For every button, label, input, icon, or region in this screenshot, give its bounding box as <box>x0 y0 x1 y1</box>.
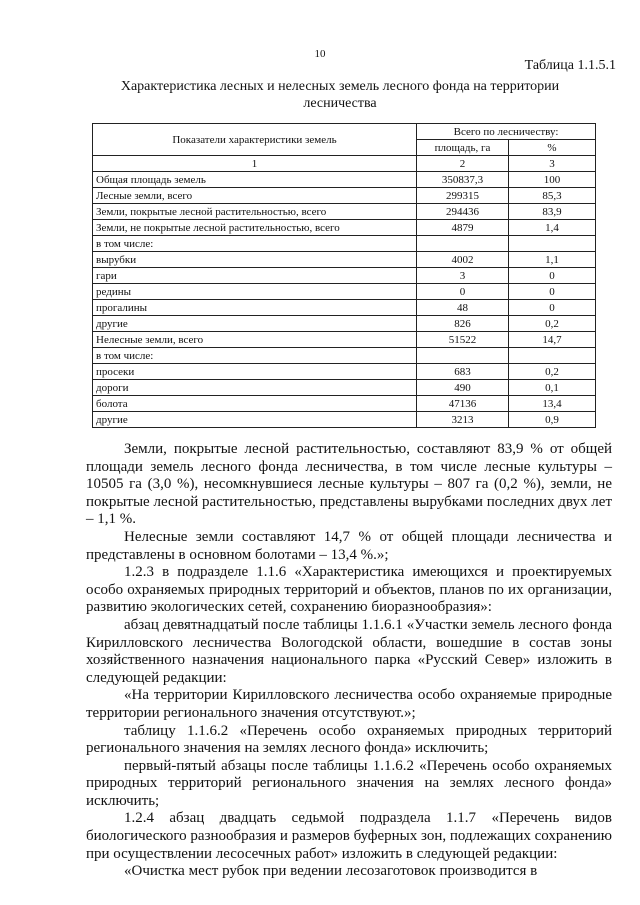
paragraph: «Очистка мест рубок при ведении лесозаготовок производится в <box>124 863 538 880</box>
row-area: 299315 <box>417 188 509 204</box>
row-label: прогалины <box>93 300 417 316</box>
row-percent: 85,3 <box>509 188 596 204</box>
paragraph: таблицу 1.1.6.2 «Перечень особо охраняемых природных территорий регионального значения на землях лесного фонда» исключить; <box>86 722 612 757</box>
row-label: Земли, покрытые лесной растительностью, всего <box>93 204 417 220</box>
body-text <box>86 441 612 881</box>
row-label: Нелесные земли, всего <box>93 332 417 348</box>
table-row <box>93 332 596 348</box>
row-percent: 1,4 <box>509 220 596 236</box>
row-label: другие <box>93 316 417 332</box>
row-label: болота <box>93 396 417 412</box>
table-row <box>93 300 596 316</box>
table-row <box>93 380 596 396</box>
table-row <box>93 412 596 428</box>
row-label: просеки <box>93 364 417 380</box>
paragraph: 1.2.3 в подразделе 1.1.6 «Характеристика имеющихся и проектируемых особо охраняемых природных территорий и объектов, планов по их организации, развитию экологических сетей, сохранению биоразнообразия»: <box>86 564 612 616</box>
paragraph: абзац девятнадцатый после таблицы 1.1.6.1 «Участки земель лесного фонда Кирилловского лесничества Вологодской области, вошедшие в состав зоны хозяйственного назначения национального парка «Русский Север» изложить в следующей редакции: <box>86 616 612 686</box>
row-area: 48 <box>417 300 509 316</box>
row-percent: 0 <box>509 284 596 300</box>
table-title: Характеристика лесных и нелесных земель лесного фонда на территории лесничества <box>120 79 560 111</box>
table-row <box>93 236 596 252</box>
row-area: 3 <box>417 268 509 284</box>
table-row <box>93 316 596 332</box>
row-percent: 0,9 <box>509 412 596 428</box>
row-label: вырубки <box>93 252 417 268</box>
row-area: 3213 <box>417 412 509 428</box>
column-number: 2 <box>417 156 509 172</box>
table-row <box>93 348 596 364</box>
row-label: редины <box>93 284 417 300</box>
row-area: 683 <box>417 364 509 380</box>
paragraph: «На территории Кирилловского лесничества особо охраняемые природные территории регионального значения отсутствуют.»; <box>86 687 612 721</box>
paragraph: Земли, покрытые лесной растительностью, составляют 83,9 % от общей площади земель лесного фонда лесничества, в том числе лесные культуры – 10505 га (3,0 %), несомкнувшиеся лесные культуры – 807 га (0,2 %), земли, не покрытые лесной растительностью, представлены вырубками последних двух лет – 1,1 %. <box>86 441 612 528</box>
row-area: 4879 <box>417 220 509 236</box>
land-characteristics-table <box>92 123 596 428</box>
row-percent <box>509 348 596 364</box>
row-label: гари <box>93 268 417 284</box>
row-percent: 0,2 <box>509 316 596 332</box>
table-row <box>93 204 596 220</box>
row-label: Общая площадь земель <box>93 172 417 188</box>
row-percent <box>509 236 596 252</box>
row-area: 51522 <box>417 332 509 348</box>
row-area: 490 <box>417 380 509 396</box>
page-number: 10 <box>314 48 326 60</box>
paragraph: 1.2.4 абзац двадцать седьмой подраздела 1.1.7 «Перечень видов биологического разнообразия и размеров буферных зон, подлежащих сохранению при осуществлении лесосечных работ» изложить в следующей редакции: <box>86 810 612 862</box>
table-row <box>93 284 596 300</box>
row-percent: 100 <box>509 172 596 188</box>
row-percent: 13,4 <box>509 396 596 412</box>
header-area: площадь, га <box>417 140 509 156</box>
table-row <box>93 172 596 188</box>
table-body <box>93 172 596 428</box>
paragraph: Нелесные земли составляют 14,7 % от общей площади лесничества и представлены в основном болотами – 13,4 %.»; <box>86 528 612 563</box>
row-area: 47136 <box>417 396 509 412</box>
table-row <box>93 396 596 412</box>
row-area: 350837,3 <box>417 172 509 188</box>
row-label: в том числе: <box>93 236 417 252</box>
row-area: 826 <box>417 316 509 332</box>
row-percent: 0 <box>509 268 596 284</box>
table-caption: Таблица 1.1.5.1 <box>524 58 616 73</box>
column-number-row <box>93 156 596 172</box>
row-percent: 0 <box>509 300 596 316</box>
column-number: 3 <box>509 156 596 172</box>
column-number: 1 <box>93 156 417 172</box>
row-percent: 1,1 <box>509 252 596 268</box>
row-area: 0 <box>417 284 509 300</box>
row-label: в том числе: <box>93 348 417 364</box>
row-area <box>417 236 509 252</box>
table-row <box>93 364 596 380</box>
row-percent: 0,2 <box>509 364 596 380</box>
row-label: дороги <box>93 380 417 396</box>
header-indicator: Показатели характеристики земель <box>93 124 417 156</box>
table-row <box>93 220 596 236</box>
paragraph: первый-пятый абзацы после таблицы 1.1.6.2 «Перечень особо охраняемых природных территорий регионального значения на землях лесного фонда» исключить; <box>86 757 612 809</box>
row-percent: 0,1 <box>509 380 596 396</box>
row-area: 294436 <box>417 204 509 220</box>
header-total: Всего по лесничеству: <box>417 124 596 140</box>
row-area <box>417 348 509 364</box>
row-percent: 83,9 <box>509 204 596 220</box>
table-row <box>93 268 596 284</box>
row-percent: 14,7 <box>509 332 596 348</box>
table-row <box>93 188 596 204</box>
row-area: 4002 <box>417 252 509 268</box>
row-label: Лесные земли, всего <box>93 188 417 204</box>
table-header-row <box>93 124 596 140</box>
table-row <box>93 252 596 268</box>
row-label: другие <box>93 412 417 428</box>
header-percent: % <box>509 140 596 156</box>
row-label: Земли, не покрытые лесной растительностью, всего <box>93 220 417 236</box>
